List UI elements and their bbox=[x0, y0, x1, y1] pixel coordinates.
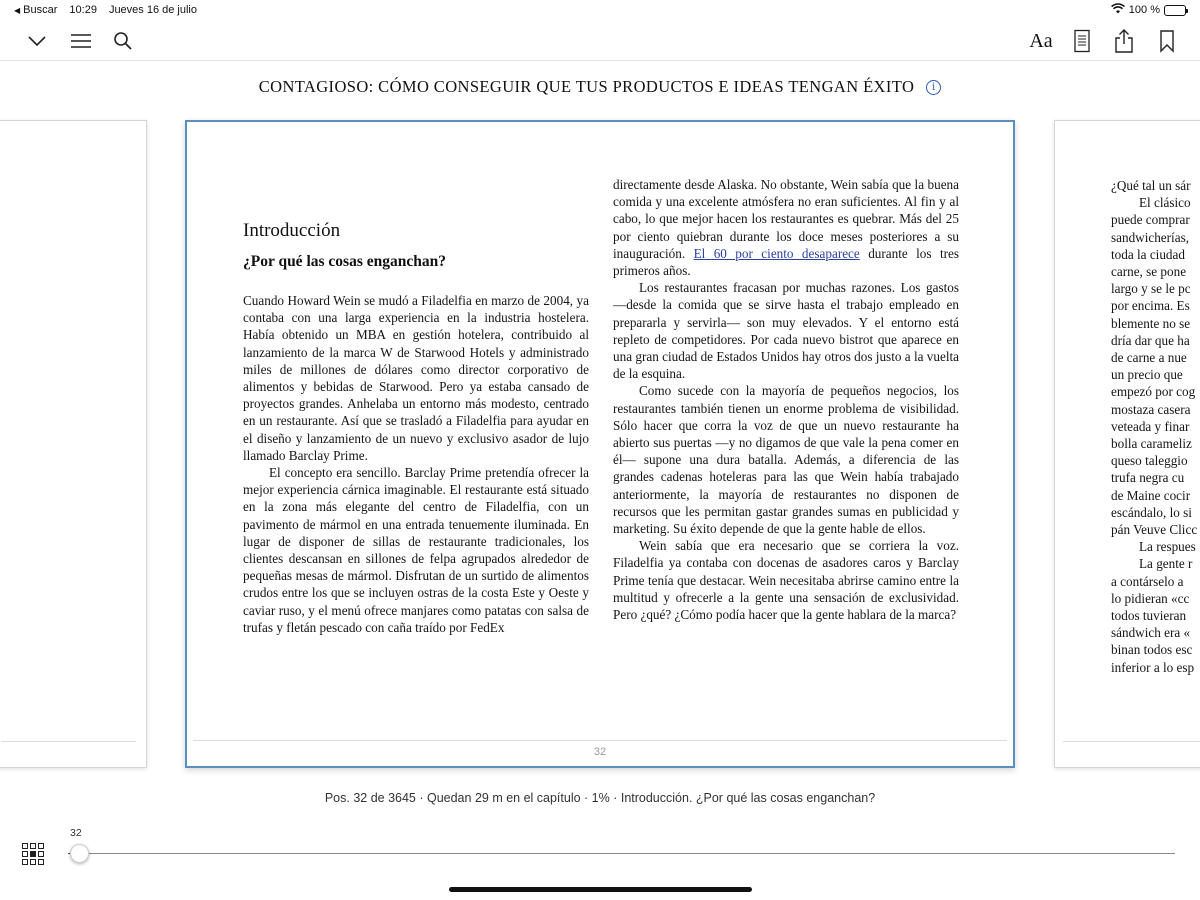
peek-line: pán Veuve Clicc bbox=[1111, 522, 1198, 538]
peek-line: todos tuvieran bbox=[1111, 608, 1187, 624]
peek-line: sandwicherías, bbox=[1111, 229, 1189, 245]
bookmark-icon[interactable] bbox=[1152, 26, 1182, 56]
peek-line: escándalo, lo si bbox=[1111, 504, 1192, 520]
previous-page[interactable] bbox=[0, 120, 147, 768]
paragraph: Como sucede con la mayoría de pequeños negocios, los restaurantes también tienen un enorme problema de visibilidad. Sólo hacer que corra la voz de que un nuevo restaurante ha abierto sus puertas —y no digamos de que vale la pena comer en él— supone una dura batalla. Además, a diferencia de las grandes cadenas hoteleras para las que Wein había trabajado anteriormente, la mayoría de restaurantes no disponen de recursos que les permitan gastar grandes sumas en publicidad y marketing. Su éxito depende de que la gente hable de ellos. bbox=[613, 383, 959, 537]
peek-line: La respues bbox=[1139, 539, 1196, 555]
peek-line: binan todos esc bbox=[1111, 642, 1193, 658]
back-app-label: Buscar bbox=[23, 4, 58, 16]
peek-line: de carne a nue bbox=[1111, 350, 1187, 366]
font-settings-button[interactable]: Aa bbox=[1029, 29, 1053, 52]
paragraph: El concepto era sencillo. Barclay Prime pretendía ofrecer la mejor experiencia cárnica imaginable. El restaurante está situado en la zona más elegante del centro de Filadelfia, con un pavimento de mármol en una entrada tenuemente iluminada. En lugar de disponer de sillas de restaurante tradicionales, los clientes descansan en sillones de felpa agrupados alrededor de pequeñas mesas de mármol. Disfrutan de un surtido de alimentos crudos entre los que se incluyen ostras de la costa Este y Oeste y caviar ruso, y el menú ofrece manjares como patatas con salsa de trufas y fletán pescado con caña traído por FedEx bbox=[243, 465, 589, 635]
reader-toolbar bbox=[0, 22, 1200, 60]
peek-line: a contárselo a bbox=[1111, 573, 1184, 589]
peek-line: un precio que bbox=[1111, 367, 1183, 383]
home-indicator[interactable] bbox=[449, 887, 752, 892]
search-icon[interactable] bbox=[108, 26, 138, 56]
peek-line: queso taleggio bbox=[1111, 453, 1188, 469]
paragraph: Cuando Howard Wein se mudó a Filadelfia en marzo de 2004, ya contaba con una larga experiencia en la industria hostelera. Había obtenido un MBA en gestión hotelera, contribuido al lanzamiento de la marca W de Starwood Hotels y administrado miles de millones de dólares como director corporativo de alimentos y bebidas de Starwood. Pero ya estaba cansado de proyectos grandes. Anhelaba un entorno más modesto, centrado en un restaurante. Así que se trasladó a Filadelfia para ayudar en el diseño y lanzamiento de un nuevo y exclusivo asador de lujo llamado Barclay Prime. bbox=[243, 293, 589, 463]
paragraph: Wein sabía que era necesario que se corriera la voz. Filadelfia ya contaba con docenas de asadores caros y Barclay Prime tenía que destacar. Wein necesitaba abrirse camino entre la multitud y ofrecerle a la gente una sensación de exclusividad. Pero ¿qué? ¿Cómo podía hacer que la gente hablara de la marca? bbox=[613, 538, 959, 623]
slider-page-label: 32 bbox=[70, 827, 82, 839]
right-text-column bbox=[613, 176, 959, 623]
paragraph-text: directamente desde Alaska. No obstante, Wein sabía que la buena comida y una excelente atmósfera no eran suficientes. Al fin y al cabo, lo que mejor hacen los restaurantes es quebrar. Más del 25 por ciento quiebran durante los doce meses posteriores a su inauguración. bbox=[613, 177, 959, 261]
menu-icon[interactable] bbox=[66, 26, 96, 56]
chevron-down-icon[interactable] bbox=[22, 26, 52, 56]
peek-line: veteada y finar bbox=[1111, 418, 1190, 434]
battery-icon bbox=[1164, 5, 1186, 16]
source-link[interactable]: El 60 por ciento desaparece bbox=[693, 245, 860, 261]
peek-line: El clásico bbox=[1139, 195, 1191, 211]
battery-percent: 100 % bbox=[1128, 4, 1160, 16]
current-page[interactable] bbox=[185, 120, 1015, 768]
reading-location: Pos. 32 de 3645 · Quedan 29 m en el capítulo · 1% · Introducción. ¿Por qué las cosas enganchan? bbox=[324, 791, 876, 805]
status-bar bbox=[0, 0, 1200, 20]
page-footer-rule bbox=[1, 741, 136, 742]
peek-line: ¿Qué tal un sár bbox=[1111, 178, 1191, 193]
toolbar-divider bbox=[0, 60, 1200, 61]
chapter-title: Introducción bbox=[243, 220, 341, 241]
peek-line: bolla carameliz bbox=[1111, 436, 1192, 452]
peek-line: toda la ciudad bbox=[1111, 246, 1185, 262]
notebook-icon[interactable] bbox=[1067, 26, 1097, 56]
page-number: 32 bbox=[593, 746, 607, 758]
status-date: Jueves 16 de julio bbox=[108, 4, 197, 16]
peek-line: dría dar que ha bbox=[1111, 332, 1190, 348]
peek-line: carne, se pone bbox=[1111, 264, 1187, 280]
next-page[interactable] bbox=[1054, 120, 1200, 768]
page-grid-icon[interactable] bbox=[22, 843, 44, 865]
info-icon[interactable]: i bbox=[926, 80, 941, 95]
page-footer-rule bbox=[1063, 741, 1200, 742]
book-title: CONTAGIOSO: CÓMO CONSEGUIR QUE TUS PRODUCTOS E IDEAS TENGAN ÉXITO bbox=[258, 77, 915, 96]
peek-line: lo pidieran «cc bbox=[1111, 590, 1190, 606]
peek-line: sándwich era « bbox=[1111, 625, 1191, 641]
peek-line: de Maine cocir bbox=[1111, 487, 1191, 503]
progress-slider-track[interactable] bbox=[68, 853, 1175, 854]
peek-line: trufa negra cu bbox=[1111, 470, 1185, 486]
chapter-subtitle: ¿Por qué las cosas enganchan? bbox=[243, 253, 446, 270]
peek-line: puede comprar bbox=[1111, 212, 1190, 228]
paragraph bbox=[613, 176, 959, 279]
peek-line: La gente r bbox=[1139, 556, 1193, 572]
progress-slider-thumb[interactable] bbox=[70, 844, 89, 863]
peek-line: largo y se le pc bbox=[1111, 281, 1191, 297]
peek-line: mostaza casera bbox=[1111, 401, 1191, 417]
share-icon[interactable] bbox=[1109, 26, 1139, 56]
book-title-bar bbox=[0, 77, 1200, 97]
wifi-icon bbox=[1111, 3, 1125, 17]
peek-line: por encima. Es bbox=[1111, 298, 1190, 314]
paragraph: Los restaurantes fracasan por muchas razones. Los gastos —desde la comida que se sirve hasta el trabajo empleado en prepararla y servirla— son muy elevados. Y el entorno está repleto de competidores. Por cada nuevo bistrot que aparece en una gran ciudad de Estados Unidos hay otros dos justo a la vuelta de la esquina. bbox=[613, 280, 959, 382]
back-triangle-icon: ◀ bbox=[14, 5, 21, 15]
peek-line: blemente no se bbox=[1111, 315, 1191, 331]
peek-line: empezó por cog bbox=[1111, 384, 1196, 400]
peek-line: inferior a lo esp bbox=[1111, 659, 1195, 675]
status-time: 10:29 bbox=[69, 4, 97, 16]
back-to-app-link[interactable] bbox=[14, 4, 57, 16]
left-text-column bbox=[243, 292, 589, 636]
paragraph-text: durante los tres primeros años. bbox=[613, 245, 959, 279]
next-page-text bbox=[1111, 177, 1200, 676]
page-footer-rule bbox=[193, 740, 1007, 741]
